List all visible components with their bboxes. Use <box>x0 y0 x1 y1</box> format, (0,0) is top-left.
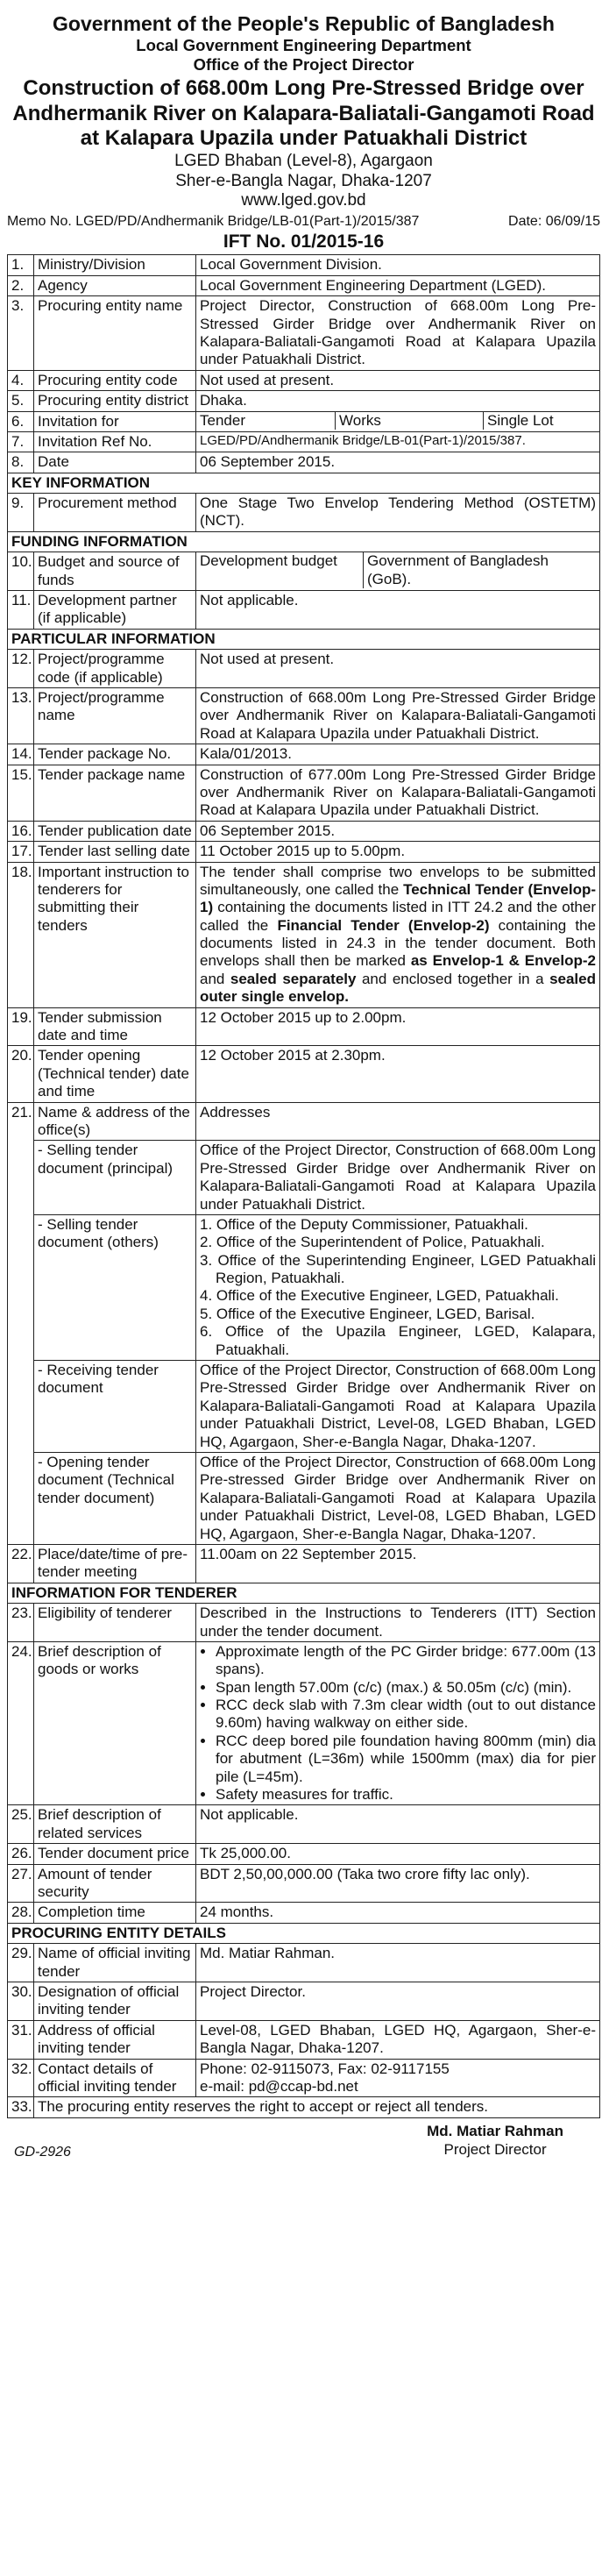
table-row: 13. Project/programme name Construction of 668.00m Long Pre-Stressed Girder Bridge over Andhermanik River on Kalapara-Baliatali-Gangamoti Road at Kalapara Upazila under Patuakhali District. <box>8 687 600 744</box>
gd-code: GD-2926 <box>14 2144 71 2160</box>
selling-offices-list <box>200 1216 596 1359</box>
department-name: Local Government Engineering Department <box>136 36 471 55</box>
memo-date: Date: 06/09/15 <box>508 214 600 230</box>
contact-email: e-mail: pd@ccap-bd.net <box>200 2077 358 2095</box>
section-particular-information: PARTICULAR INFORMATION <box>8 629 600 649</box>
signer-title: Project Director <box>443 2140 547 2158</box>
list-item: 1. Office of the Deputy Commissioner, Patuakhali. <box>200 1215 528 1233</box>
table-row: - Opening tender document (Technical tender document) Office of the Project Director, Construction of 668.00m Long Pre-stressed Girder Bridge over Andhermanik River on Kalapara-Baliatali-Gangamoti Road at Kalapara Upazila under Patuakhali District, Level-08, LGED Bhaban, LGED HQ, Agargaon, Sher-e-Bangla Nagar, Dhaka-1207. <box>8 1453 600 1545</box>
notice-title: Construction of 668.00m Long Pre-Stressed Bridge over Andhermanik River on Kalapara-Baliatali-Gangamoti Road at Kalapara Upazila under Patuakhali District <box>12 75 595 151</box>
table-row: - Selling tender document (others) 1. Office of the Deputy Commissioner, Patuakhali. 2. Office of the Superintendent of Police, Patuakhali. 3. Office of the Superintending Engineer, LGED Patuakhali Region, Patuakhali. 4. Office of the Executive Engineer, LGED, Patuakhali. 5. Office of the Executive Engineer, LGED, Barisal. 6. Office of the Upazila Engineer, LGED, Kalapara, Patuakhali. <box>8 1214 600 1360</box>
invitation-for-cells: Tender Works Single Lot <box>196 412 599 430</box>
table-row: 29. Name of official inviting tender Md. Matiar Rahman. <box>8 1944 600 1982</box>
list-item: • Approximate length of the PC Girder bridge: 677.00m (13 spans). <box>216 1643 596 1679</box>
works-description-list <box>200 1643 596 1804</box>
table-row: 9. Procurement method One Stage Two Envelop Tendering Method (OSTETM) (NCT). <box>8 494 600 532</box>
table-row: 21. Name & address of the office(s) Addresses <box>8 1102 600 1141</box>
memo-number: Memo No. LGED/PD/Andhermanik Bridge/LB-01(Part-1)/2015/387 <box>7 214 420 230</box>
table-row: 25. Brief description of related services Not applicable. <box>8 1805 600 1844</box>
signature-block <box>427 2122 563 2160</box>
contact-phone: Phone: 02-9115073, Fax: 02-9117155 <box>200 2060 450 2077</box>
list-item: 4. Office of the Executive Engineer, LGED, Patuakhali. <box>200 1287 559 1305</box>
section-information-for-tenderer: INFORMATION FOR TENDERER <box>8 1583 600 1603</box>
table-row: - Receiving tender document Office of the Project Director, Construction of 668.00m Long Pre-Stressed Girder Bridge over Andhermanik River on Kalapara-Baliatali-Gangamoti Road at Kalapara Upazila under Patuakhali District, Level-08, LGED Bhaban, LGED HQ, Agargaon, Sher-e-Bangla Nagar, Dhaka-1207. <box>8 1361 600 1453</box>
table-row: 30. Designation of official inviting tender Project Director. <box>8 1982 600 2020</box>
table-row: 27. Amount of tender security BDT 2,50,00,000.00 (Taka two crore fifty lac only). <box>8 1864 600 1903</box>
list-item: 2. Office of the Superintendent of Police, Patuakhali. <box>200 1234 545 1251</box>
table-row: 33. The procuring entity reserves the right to accept or reject all tenders. <box>8 2097 600 2117</box>
address-line-1: LGED Bhaban (Level-8), Agargaon <box>174 152 433 171</box>
table-row: 10. Budget and source of funds Development budget Government of Bangladesh (GoB). <box>8 552 600 591</box>
table-row: 3. Procuring entity name Project Director, Construction of 668.00m Long Pre-Stressed Girder Bridge over Andhermanik River on Kalapara-Baliatali-Gangamoti Road at Kalapara Upazila under Patuakhali District. <box>8 296 600 371</box>
list-item: 5. Office of the Executive Engineer, LGED, Barisal. <box>200 1305 535 1322</box>
table-row: 20. Tender opening (Technical tender) date and time 12 October 2015 at 2.30pm. <box>8 1046 600 1102</box>
list-item: • RCC deep bored pile foundation having 800mm (min) dia for abutment (L=36m) while 1500mm (max) dia for pier pile (L=45m). <box>216 1733 596 1786</box>
list-item: • Span length 57.00m (c/c) (max.) & 50.05m (c/c) (min). <box>216 1679 596 1697</box>
notice-footer <box>7 2118 600 2171</box>
table-row: 15. Tender package name Construction of 677.00m Long Pre-Stressed Girder Bridge over Andhermanik River on Kalapara-Baliatali-Gangamoti Road at Kalapara Upazila under Patuakhali District. <box>8 765 600 821</box>
list-item: 3. Office of the Superintending Engineer, LGED Patuakhali Region, Patuakhali. <box>200 1251 596 1287</box>
government-title: Government of the People's Republic of Bangladesh <box>53 12 555 35</box>
table-row: 26. Tender document price Tk 25,000.00. <box>8 1844 600 1864</box>
table-row: 7. Invitation Ref No. LGED/PD/Andhermanik Bridge/LB-01(Part-1)/2015/387. <box>8 431 600 452</box>
notice-header <box>7 12 600 210</box>
table-row: 1. Ministry/Division Local Government Division. <box>8 255 600 275</box>
table-row: 22. Place/date/time of pre-tender meeting 11.00am on 22 September 2015. <box>8 1544 600 1583</box>
table-row: - Selling tender document (principal) Office of the Project Director, Construction of 668.00m Long Pre-Stressed Girder Bridge over Andhermanik River on Kalapara-Baliatali-Gangamoti Road at Kalapara Upazila under Patuakhali District. <box>8 1141 600 1215</box>
table-row: 11. Development partner (if applicable) Not applicable. <box>8 591 600 630</box>
table-row: 19. Tender submission date and time 12 October 2015 up to 2.00pm. <box>8 1007 600 1046</box>
table-row: 24. Brief description of goods or works • Approximate length of the PC Girder bridge: 677.00m (13 spans). • Span length 57.00m (c/c) (max.) & 50.05m (c/c) (min). • RCC deck slab with 7.3m clear width (out to out distance 9.60m) having walkway on either side. • RCC deep bored pile foundation having 800mm (min) dia for abutment (L=36m) while 1500mm (max) dia for pier pile (L=45m). • Safety measures for traffic. <box>8 1641 600 1805</box>
address-line-2: Sher-e-Bangla Nagar, Dhaka-1207 <box>175 171 432 190</box>
table-row: 5. Procuring entity district Dhaka. <box>8 391 600 411</box>
section-procuring-entity-details: PROCURING ENTITY DETAILS <box>8 1923 600 1943</box>
memo-line <box>7 214 600 230</box>
list-item: • Safety measures for traffic. <box>216 1786 596 1804</box>
table-row: 4. Procuring entity code Not used at present. <box>8 370 600 390</box>
website: www.lged.gov.bd <box>241 190 366 210</box>
tender-table <box>7 254 600 2117</box>
table-row: 23. Eligibility of tenderer Described in the Instructions to Tenderers (ITT) Section under the tender document. <box>8 1604 600 1642</box>
table-row: 16. Tender publication date 06 September 2015. <box>8 821 600 841</box>
table-row: 17. Tender last selling date 11 October 2015 up to 5.00pm. <box>8 842 600 862</box>
section-funding-information: FUNDING INFORMATION <box>8 531 600 551</box>
instruction-text: The tender shall comprise two envelops to be submitted simultaneously, one called the Technical Tender (Envelop-1) containing the documents listed in ITT 24.2 and the other called the Financial Tender (Envelop-2) containing the documents listed in 24.3 in the tender document. Both envelops shall then be marked as Envelop-1 & Envelop-2 and sealed separately and enclosed together in a sealed outer single envelop. <box>196 862 600 1007</box>
office-name: Office of the Project Director <box>193 54 414 74</box>
list-item: 6. Office of the Upazila Engineer, LGED, Kalapara, Patuakhali. <box>200 1323 596 1358</box>
signer-name: Md. Matiar Rahman <box>427 2122 563 2139</box>
table-row: 14. Tender package No. Kala/01/2013. <box>8 744 600 765</box>
table-row: 32. Contact details of official inviting tender Phone: 02-9115073, Fax: 02-9117155 e-mail: pd@ccap-bd.net <box>8 2059 600 2097</box>
section-key-information: KEY INFORMATION <box>8 473 600 493</box>
funding-cells: Development budget Government of Bangladesh (GoB). <box>196 552 599 588</box>
table-row: 28. Completion time 24 months. <box>8 1903 600 1923</box>
table-row: 18. Important instruction to tenderers for submitting their tenders The tender shall comprise two envelops to be submitted simultaneously, one called the Technical Tender (Envelop-1) containing the documents listed in ITT 24.2 and the other called the Financial Tender (Envelop-2) containing the documents listed in 24.3 in the tender document. Both envelops shall then be marked as Envelop-1 & Envelop-2 and sealed separately and enclosed together in a sealed outer single envelop. <box>8 862 600 1007</box>
table-row: 8. Date 06 September 2015. <box>8 452 600 473</box>
table-row: 2. Agency Local Government Engineering Department (LGED). <box>8 275 600 295</box>
table-row: 31. Address of official inviting tender Level-08, LGED Bhaban, LGED HQ, Agargaon, Sher-e-Bangla Nagar, Dhaka-1207. <box>8 2020 600 2059</box>
table-row: 6. Invitation for Tender Works Single Lot <box>8 411 600 431</box>
ift-number: IFT No. 01/2015-16 <box>223 231 385 253</box>
table-row: 12. Project/programme code (if applicable) Not used at present. <box>8 650 600 688</box>
list-item: • RCC deck slab with 7.3m clear width (out to out distance 9.60m) having walkway on either side. <box>216 1697 596 1733</box>
